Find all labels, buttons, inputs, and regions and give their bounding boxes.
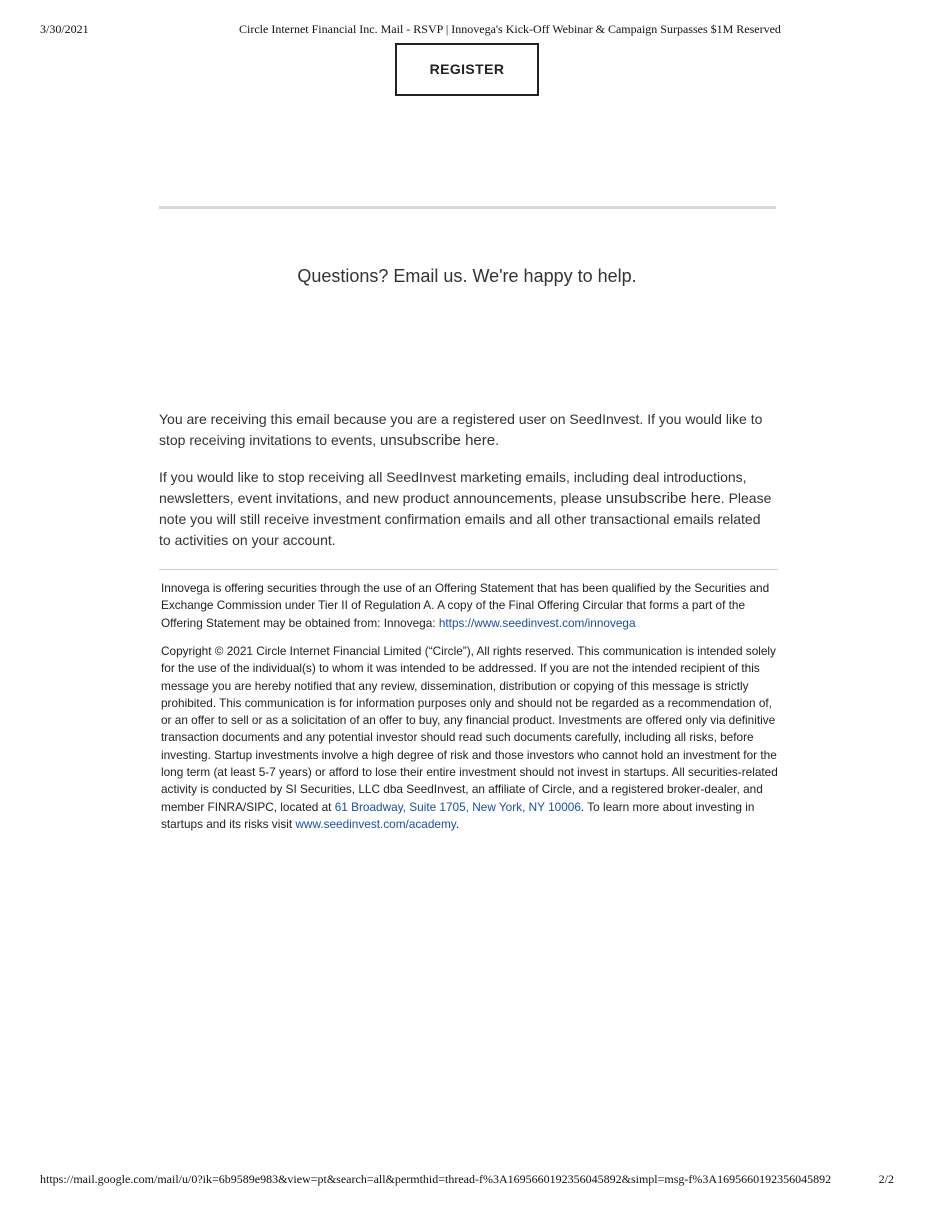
footer-divider xyxy=(159,569,778,570)
print-footer xyxy=(40,1172,894,1188)
copyright-disclaimer xyxy=(161,643,778,833)
notice-text: If you would like to stop receiving all SeedInvest marketing emails, including deal introductions, newsletters, event invitations, and new product announcements, please xyxy=(159,469,747,506)
register-button[interactable]: REGISTER xyxy=(395,43,539,96)
print-header xyxy=(40,22,894,38)
marketing-unsubscribe-notice xyxy=(159,467,774,550)
innovega-offering-link[interactable]: https://www.seedinvest.com/innovega xyxy=(438,615,636,630)
offering-disclaimer xyxy=(161,580,778,632)
unsubscribe-all-link[interactable]: unsubscribe here xyxy=(605,489,721,507)
unsubscribe-events-link[interactable]: unsubscribe here xyxy=(380,431,496,449)
notice-end: . xyxy=(495,431,499,448)
copyright-middle: . To learn more about investing in startups and its risks visit xyxy=(161,799,755,831)
email-us-link[interactable]: Email us xyxy=(393,266,463,286)
notice-text: You are receiving this email because you are a registered user on SeedInvest. If you would like to stop receiving invitations to events, xyxy=(159,411,763,448)
print-date: 3/30/2021 xyxy=(40,22,89,36)
copyright-end: . xyxy=(455,816,460,831)
print-title: Circle Internet Financial Inc. Mail - RSVP | Innovega's Kick-Off Webinar & Campaign Surpasses $1M Reserved xyxy=(239,22,781,36)
section-divider xyxy=(159,206,776,209)
events-unsubscribe-notice xyxy=(159,409,774,451)
page-number: 2/2 xyxy=(878,1172,894,1186)
questions-prefix: Questions? xyxy=(297,266,394,286)
copyright-text: Copyright © 2021 Circle Internet Financial Limited (“Circle”), All rights reserved. This communication is intended solely for the use of the individual(s) to whom it was intended to be addressed. If you are not the intended recipient of this message you are hereby notified that any review, dissemination, distribution or copying of this message is strictly prohibited. This communication is for information purposes only and should not be regarded as a recommendation of, or an offer to sell or as a solicitation of an offer to buy, any financial product. Investments are offered only via definitive transaction documents and any potential investor should read such documents carefully, including all risks, before investing. Startup investments involve a high degree of risk and those investors who cannot hold an investment for the long term (at least 5-7 years) or afford to lose their entire investment should not invest in startups. All securities-related activity is conducted by SI Securities, LLC dba SeedInvest, an affiliate of Circle, and a registered broker-dealer, and member FINRA/SIPC, located at xyxy=(161,644,778,814)
questions-line xyxy=(0,266,934,287)
academy-link[interactable]: www.seedinvest.com/academy xyxy=(295,816,456,831)
address-link[interactable]: 61 Broadway, Suite 1705, New York, NY 10006 xyxy=(334,799,581,814)
disclaimer-text: Innovega is offering securities through the use of an Offering Statement that has been qualified by the Securities and Exchange Commission under Tier II of Regulation A. A copy of the Final Offering Circular that forms a part of the Offering Statement may be obtained from: Innovega: xyxy=(161,581,770,630)
notice-end: . Please note you will still receive investment confirmation emails and all other transactional emails related to activities on your account. xyxy=(159,489,772,548)
questions-suffix: . We're happy to help. xyxy=(462,266,637,286)
print-url: https://mail.google.com/mail/u/0?ik=6b9589e983&view=pt&search=all&permthid=thread-f%3A1695660192356045892&simpl=msg-f%3A1695660192356045892 xyxy=(40,1172,832,1186)
